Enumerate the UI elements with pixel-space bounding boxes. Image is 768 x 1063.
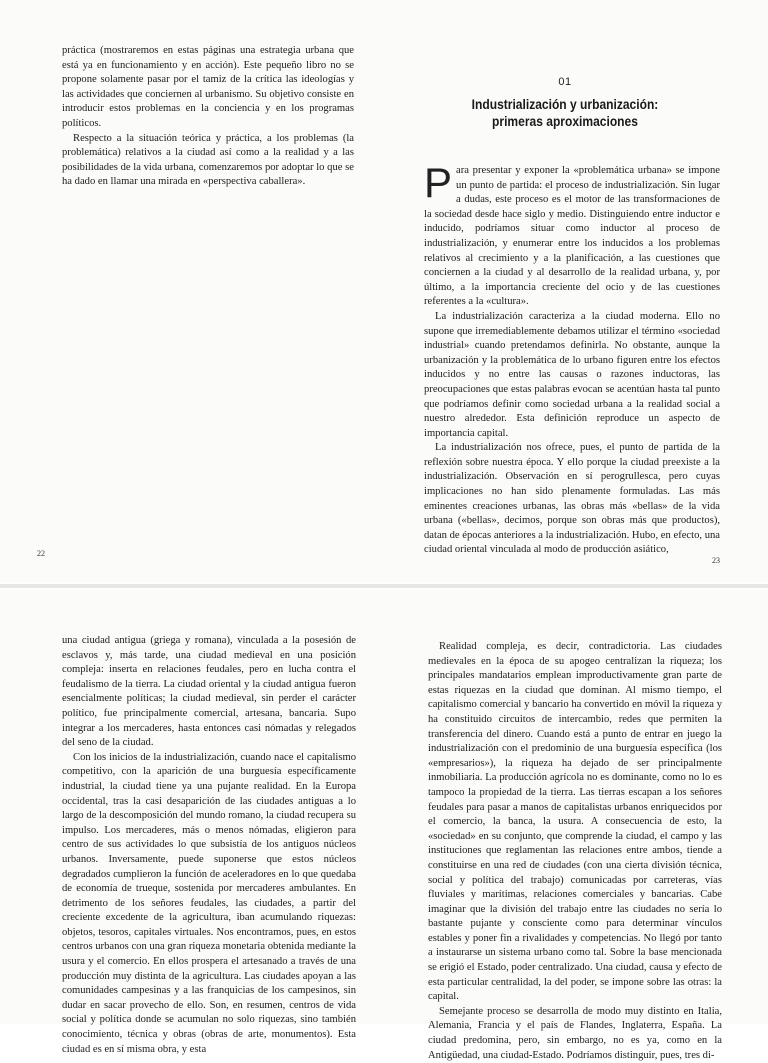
paragraph: La industrialización nos ofrece, pues, el punto de partida de la reflexión sobre nuestra época. Y ello porque la ciudad preexiste a la industrialización. Observación en sí perogrullesca, pero cuyas implicaciones no han sido plenamente formuladas. Las más eminentes creaciones urbanas, las obras más «bellas» de la vida urbana («bellas», decimos, porque son obras más que productos), datan de épocas anteriores a la industrialización. Hubo, en efecto, una ciudad oriental vinculada al modo de producción asiático, [424,442,720,556]
paragraph [424,159,720,310]
chapter-title [440,96,689,130]
paragraph: Con los inicios de la industrialización, cuando nace el capitalismo competitivo, con la aparición de una burguesía específicamente industrial, la ciudad tiene ya una pujante realidad. En la Europa occidental, tras la casi desaparición de las ciudades antiguas a lo largo de la descomposición del mundo romano, la ciudad recupera su impulso. Los mercaderes, más o menos nómadas, eligieron para centro de sus actividades lo que subsistía de los antiguos núcleos urbanos. Inversamente, puede suponerse que estos núcleos degradados cumplieron la función de aceleradores en lo que quedaba de economía de trueque, sostenida por mercaderes ambulantes. En detrimento de los señores feudales, las ciudades, a partir del creciente excedente de la agricultura, iban acumulando riquezas: objetos, tesoros, capitales virtuales. Nos encontramos, pues, en estos centros urbanos con una gran riqueza monetaria obtenida mediante la usura y el comercio. En ellos prospera el artesanado a través de una producción muy distinta de la agricultura. Las ciudades apoyan a las comunidades campesinas y a las franquicias de los campesinos, sin dudar en sacar provecho de ello. Son, en resumen, centros de vida social y política donde se acumulan no solo riquezas, sino también conocimiento, técnica y obras (obras de arte, monumentos). Esta ciudad es en sí misma obra, y esta [62,751,356,1055]
paragraph: La industrialización caracteriza a la ciudad moderna. Ello no supone que irremediablemente debamos utilizar el término «sociedad industrial» cuando pretendamos definirla. No obstante, aunque la urbanización y la problemática de lo urbano figuren entre los efectos inducidos y no entre las causas o razones inductoras, las preocupaciones que estas palabras evocan se acentúan hasta tal punto que podríamos definir como sociedad urbana a la realidad social a nuestro alrededor. Esta definición reproduce un aspecto de importancia capital. [424,310,720,439]
paragraph: una ciudad antigua (griega y romana), vinculada a la posesión de esclavos y, más tarde, una ciudad medieval en una posición compleja: inserta en relaciones feudales, pero en lucha contra el feudalismo de la tierra. La ciudad oriental y la ciudad antigua fueron esencialmente políticas; la ciudad medieval, sin perder el carácter político, fue principalmente comercial, artesana, bancaria. Supo integrar a los mercaderes, hasta entonces casi nómadas y relegados del seno de la ciudad. [62,635,356,749]
chapter-title-line: primeras aproximaciones [492,113,638,129]
chapter-title-line: Industrialización y urbanización: [471,96,659,112]
paragraph: práctica (mostraremos en estas páginas una estrategia urbana que está ya en funcionamiento y en acción). Este pequeño libro no se propone solamente pasar por el tamiz de la crítica las ideologías y las actividades que conciernen al urbanismo. Su objetivo consiste en introducir estos problemas en la conciencia y en los programas políticos. [62,45,354,129]
right-bottom-column [428,640,722,1061]
left-bottom-column [62,634,356,1055]
drop-cap: P [424,159,453,206]
page-number-left: 22 [37,549,45,558]
paragraph: Realidad compleja, es decir, contradictoria. Las ciudades medievales en la época de su apogeo centralizan la riqueza; los principales mandatarios emplean improductivamente gran parte de estas riquezas en la ciudad que dominan. Al mismo tiempo, el capitalismo comercial y bancario ha convertido en móvil la riqueza y ha constituido circuitos de intercambio, redes que permiten la transferencia del dinero. Cuando está a punto de entrar en juego la industrialización con el predominio de una burguesía específica (los «empresarios»), la riqueza ha dejado de ser principalmente inmobiliaria. La producción agrícola no es dominante, como no lo es tampoco la propiedad de la tierra. Las tierras escapan a los señores feudales para pasar a manos de capitalistas urbanos enriquecidos por el comercio, la banca, la usura. A consecuencia de esto, la «sociedad» en su conjunto, que comprende la ciudad, el campo y las instituciones que reglamentan las relaciones entre ambos, tiende a constituirse en una red de ciudades (con una cierta división técnica, social y política del trabajo) comunicadas por carreteras, vías fluviales y marítimas, relaciones comerciales y bancarias. Cabe imaginar que la división del trabajo entre las ciudades no sería lo bastante pujante y consciente como para determinar vínculos estables y poner fin a rivalidades y competencias. No llegó por tanto a instaurarse un sistema urbano como tal. Sobre la base mencionada se erigió el Estado, poder centralizado. Una ciudad, causa y efecto de esta particular centralidad, la del poder, se impone sobre las otras: la capital. [428,641,722,1003]
spread-divider [0,584,768,588]
chapter-number: 01 [558,76,572,88]
page-number-right: 23 [712,556,720,565]
paragraph: Semejante proceso se desarrolla de modo muy distinto en Italia, Alemania, Francia y el país de Flandes, Inglaterra, España. La ciudad predomina, pero, sin embargo, no es ya, como en la Antigüedad, una ciudad-Estado. Podríamos distinguir, pues, tres di- [428,1005,722,1061]
right-top-column [424,159,720,558]
left-top-column [62,44,354,190]
paragraph-text: ara presentar y exponer la «problemática urbana» se impone un punto de partida: el proceso de industrialización. Sin lugar a dudas, este proceso es el motor de las transformaciones de la sociedad desde hace siglo y medio. Distinguiendo entre inductor e inducido, podríamos situar como inductor al proceso de industrialización, y enumerar entre los inducidos a los problemas relativos al crecimiento y a la planificación, a las cuestiones que conciernen a la ciudad y al desarrollo de la realidad urbana, y, por último, a la importancia creciente del ocio y de las cuestiones referentes a la «cultura». [424,165,720,308]
paragraph: Respecto a la situación teórica y práctica, a los problemas (la problemática) relativos a la ciudad así como a la realidad y a las posibilidades de la vida urbana, comenzaremos por adoptar lo que se ha dado en llamar una mirada en «perspectiva caballera». [62,132,354,188]
